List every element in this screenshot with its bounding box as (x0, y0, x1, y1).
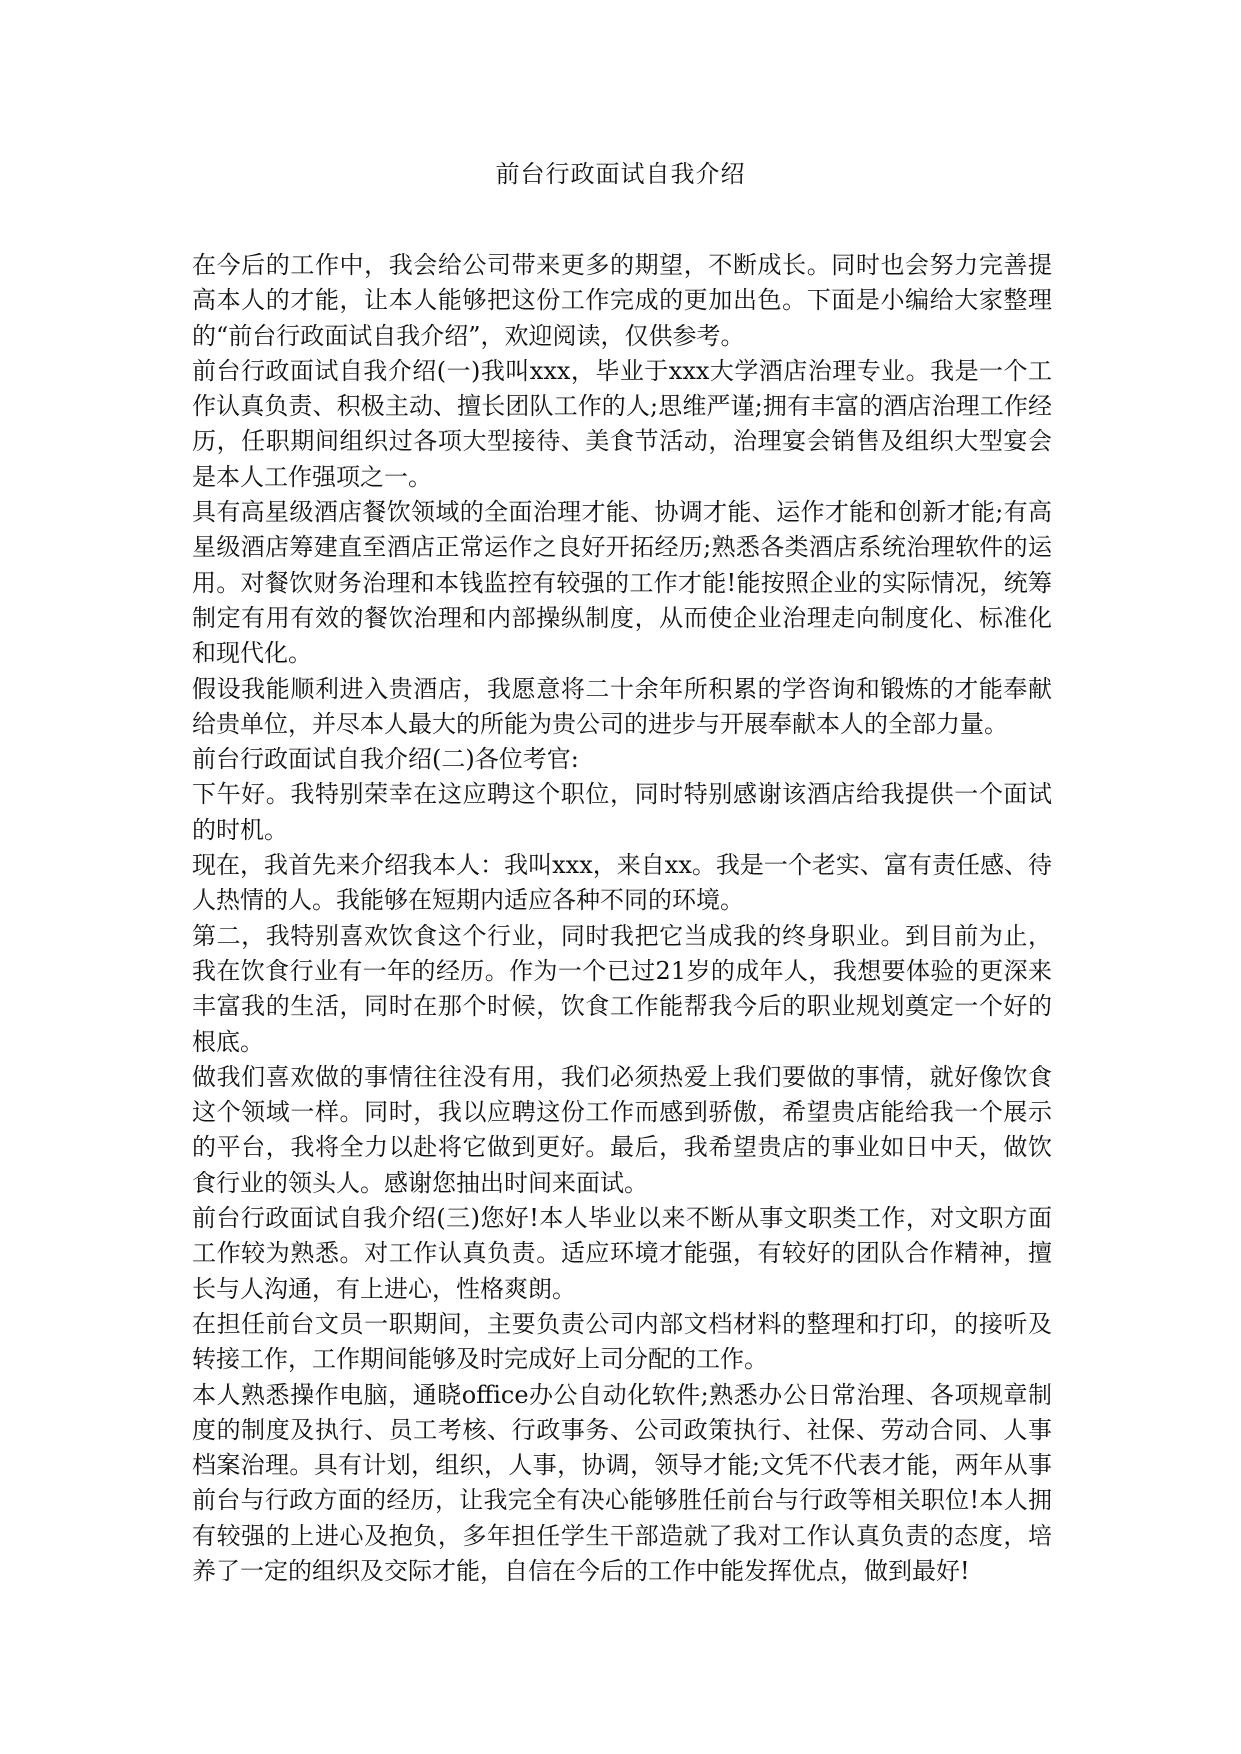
paragraph-one-skills: 具有高星级酒店餐饮领域的全面治理才能、协调才能、运作才能和创新才能;有高星级酒店筹建直至酒店正常运作之良好开拓经历;熟悉各类酒店系统治理软件的运用。对餐饮财务治理和本钱监控有较强的工作才能!能按照企业的实际情况，统筹制定有用有效的餐饮治理和内部操纵制度，从而使企业治理走向制度化、标准化和现代化。 (192, 498, 1052, 668)
paragraph-three-skills: 本人熟悉操作电脑，通晓office办公自动化软件;熟悉办公日常治理、各项规章制度的制度及执行、员工考核、行政事务、公司政策执行、社保、劳动合同、人事档案治理。具有计划，组织，人事，协调，领导才能;文凭不代表才能，两年从事前台与行政方面的经历，让我完全有决心能够胜任前台与行政等相关职位!本人拥有较强的上进心及抱负，多年担任学生干部造就了我对工作认真负责的态度，培养了一定的组织及交际才能，自信在今后的工作中能发挥优点，做到最好! (192, 1380, 1052, 1585)
paragraph-one-intro: 前台行政面试自我介绍(一)我叫xxx，毕业于xxx大学酒店治理专业。我是一个工作认真负责、积极主动、擅长团队工作的人;思维严谨;拥有丰富的酒店治理工作经历，任职期间组织过各项大型接待、美食节活动，治理宴会销售及组织大型宴会是本人工作强项之一。 (192, 356, 1052, 491)
paragraph-two-closing: 做我们喜欢做的事情往往没有用，我们必须热爱上我们要做的事情，就好像饮食这个领域一样。同时，我以应聘这份工作而感到骄傲，希望贵店能给我一个展示的平台，我将全力以赴将它做到更好。最后，我希望贵店的事业如日中天，做饮食行业的领头人。感谢您抽出时间来面试。 (192, 1062, 1052, 1197)
paragraph-two-greeting: 下午好。我特别荣幸在这应聘这个职位，同时特别感谢该酒店给我提供一个面试的时机。 (192, 780, 1052, 844)
paragraph-two-heading: 前台行政面试自我介绍(二)各位考官: (192, 745, 579, 774)
document-title: 前台行政面试自我介绍 (495, 160, 746, 188)
paragraph-three-duties: 在担任前台文员一职期间，主要负责公司内部文档材料的整理和打印，的接听及转接工作，工作期间能够及时完成好上司分配的工作。 (192, 1309, 1052, 1374)
paragraph-two-self: 现在，我首先来介绍我本人：我叫xxx，来自xx。我是一个老实、富有责任感、待人热情的人。我能够在短期内适应各种不同的环境。 (192, 851, 1052, 915)
paragraph-two-second: 第二，我特别喜欢饮食这个行业，同时我把它当成我的终身职业。到目前为止，我在饮食行业有一年的经历。作为一个已过21岁的成年人，我想要体验的更深来丰富我的生活，同时在那个时候，饮食工作能帮我今后的职业规划奠定一个好的根底。 (192, 921, 1052, 1056)
paragraph-three-intro: 前台行政面试自我介绍(三)您好!本人毕业以来不断从事文职类工作，对文职方面工作较为熟悉。对工作认真负责。适应环境才能强，有较好的团队合作精神，擅长与人沟通，有上进心，性格爽朗。 (192, 1204, 1052, 1303)
document-body (192, 248, 1052, 1589)
paragraph-one-closing: 假设我能顺利进入贵酒店，我愿意将二十余年所积累的学咨询和锻炼的才能奉献给贵单位，并尽本人最大的所能为贵公司的进步与开展奉献本人的全部力量。 (192, 674, 1052, 738)
paragraph-intro: 在今后的工作中，我会给公司带来更多的期望，不断成长。同时也会努力完善提高本人的才能，让本人能够把这份工作完成的更加出色。下面是小编给大家整理的“前台行政面试自我介绍”，欢迎阅读，仅供参考。 (192, 251, 1052, 350)
